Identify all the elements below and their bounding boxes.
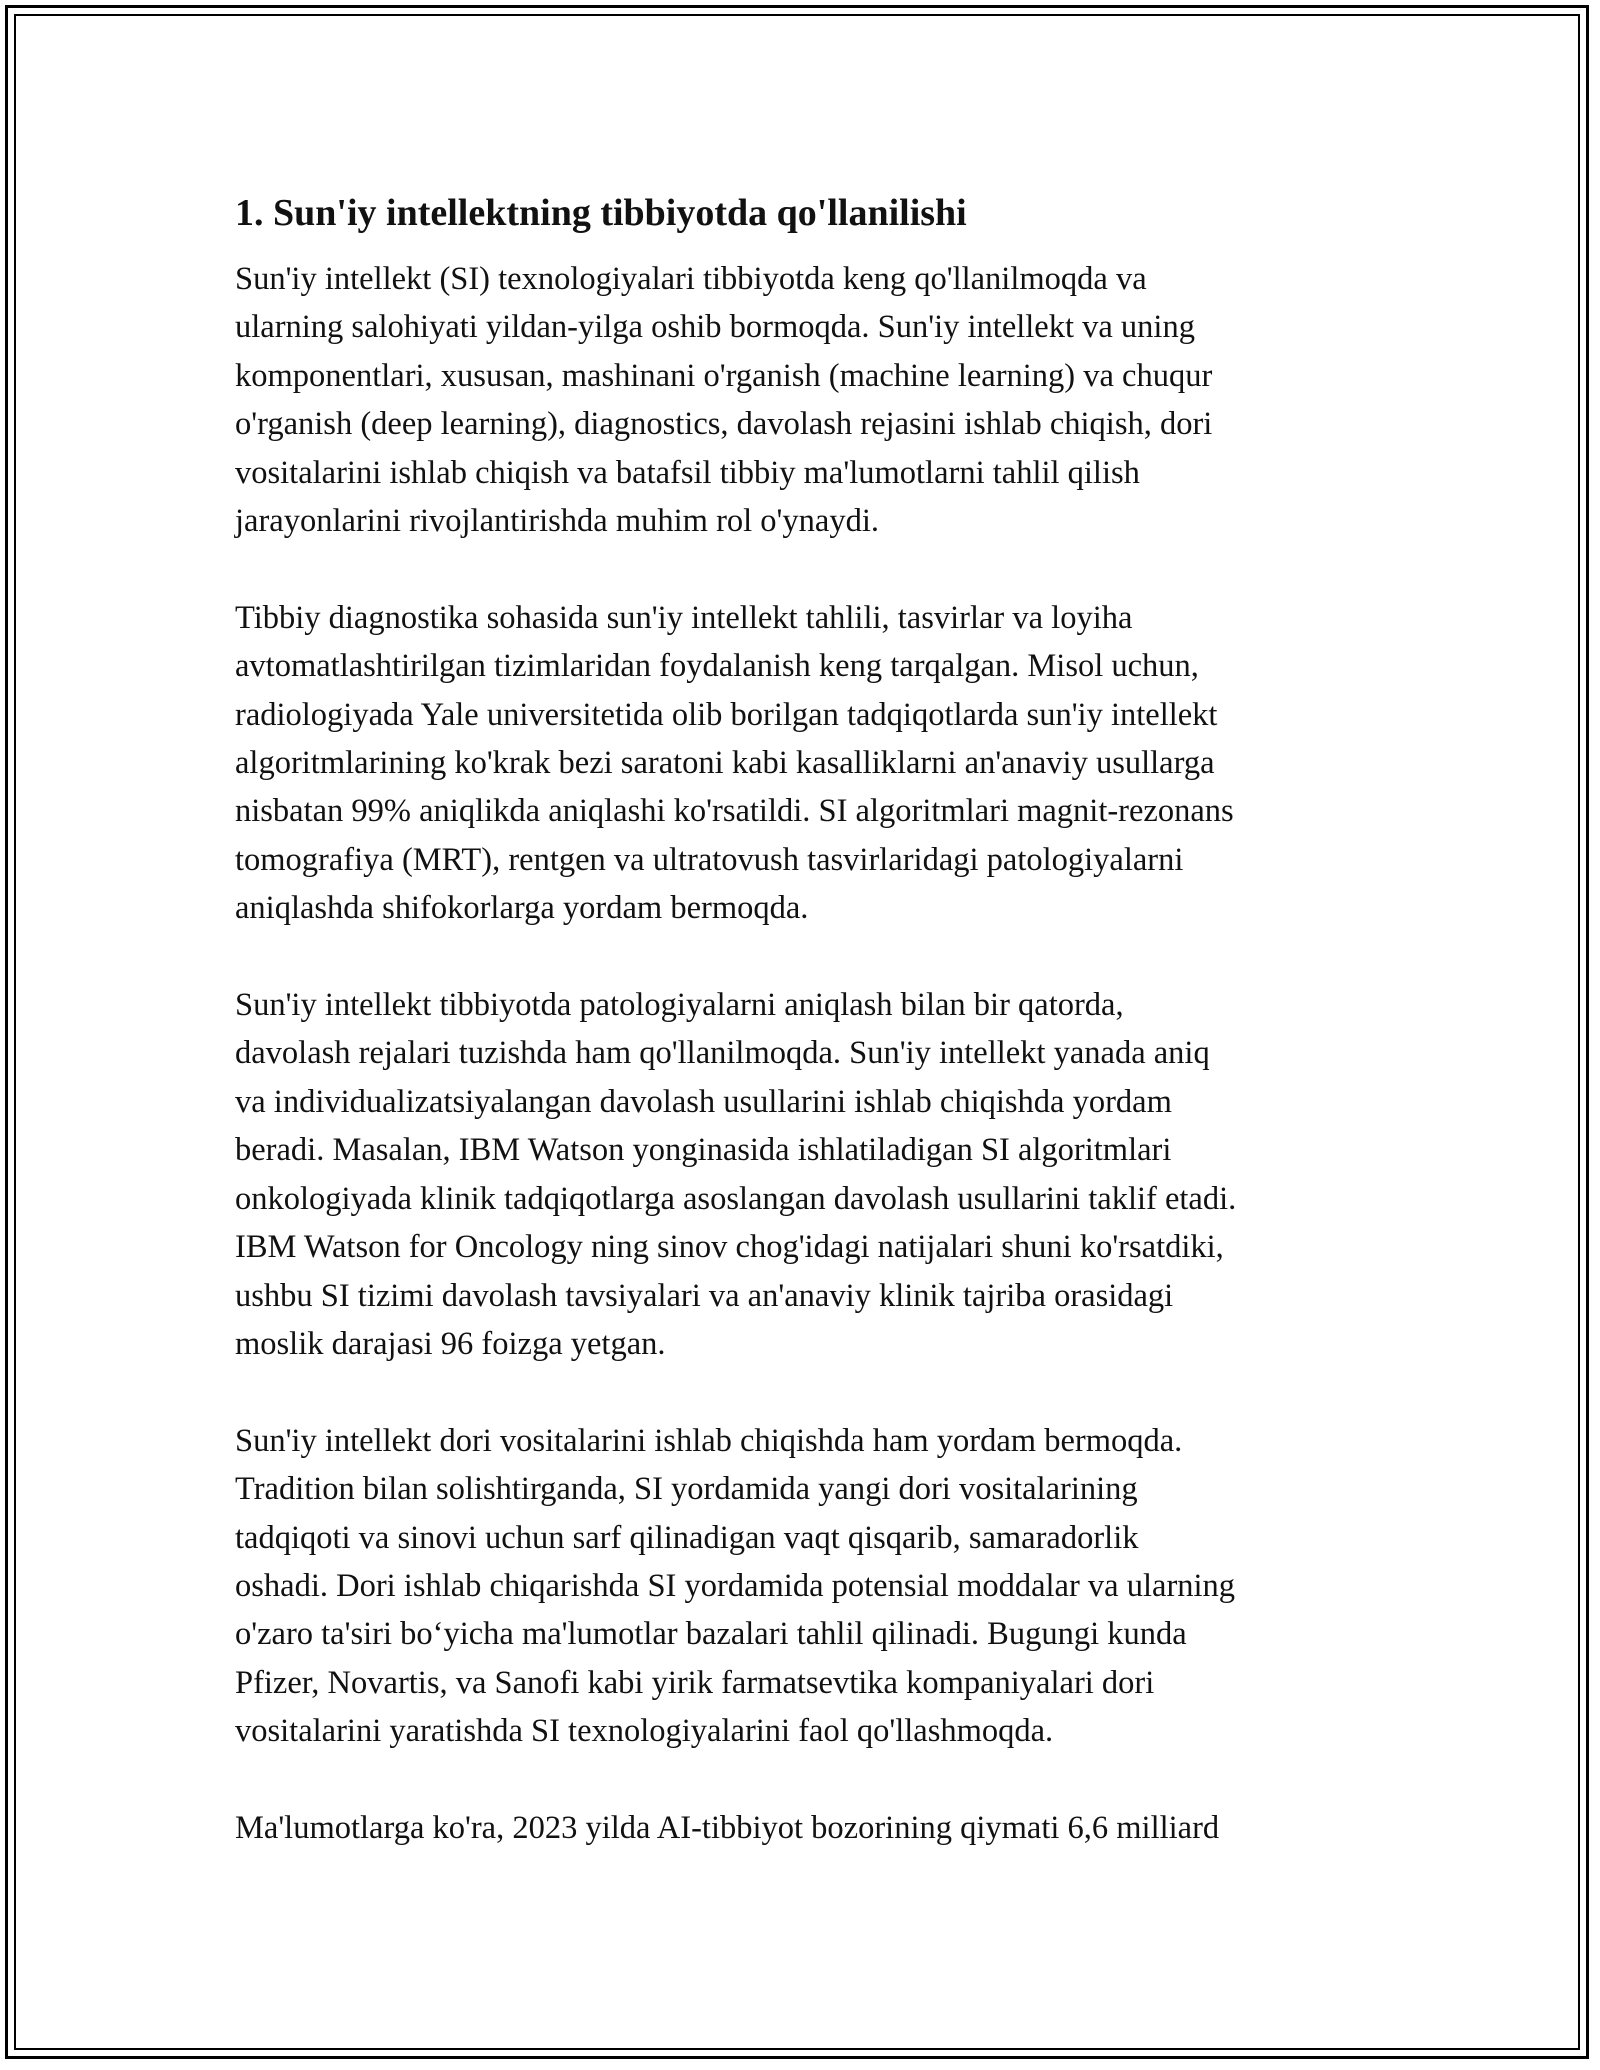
paragraph-line: Sun'iy intellekt (SI) texnologiyalari tibbiyotda keng qo'llanilmoqda va <box>235 261 1147 297</box>
paragraph-line: radiologiyada Yale universitetida olib borilgan tadqiqotlarda sun'iy intellekt <box>235 696 1218 733</box>
paragraph-line: IBM Watson for Oncology ning sinov chog'idagi natijalari shuni ko'rsatdiki, <box>235 1229 1224 1266</box>
paragraph-line: ularning salohiyati yildan-yilga oshib bormoqda. Sun'iy intellekt va uning <box>235 309 1195 346</box>
paragraph-list <box>235 255 1385 1852</box>
paragraph <box>235 981 1385 1368</box>
paragraph-line: nisbatan 99% aniqlikda aniqlashi ko'rsatildi. SI algoritmlari magnit-rezonans <box>235 793 1234 830</box>
paragraph <box>235 255 1385 545</box>
paragraph-line: vositalarini ishlab chiqish va batafsil tibbiy ma'lumotlarni tahlil qilish <box>235 454 1140 491</box>
paragraph-line: onkologiyada klinik tadqiqotlarga asoslangan davolash usullarini taklif etadi. <box>235 1180 1237 1217</box>
paragraph-line: komponentlari, xususan, mashinani o'rganish (machine learning) va chuqur <box>235 357 1213 394</box>
paragraph <box>235 1417 1385 1756</box>
paragraph-line: oshadi. Dori ishlab chiqarishda SI yordamida potensial moddalar va ularning <box>235 1567 1236 1604</box>
paragraph-line: Ma'lumotlarga ko'ra, 2023 yilda AI-tibbiyot bozorining qiymati 6,6 milliard <box>235 1809 1220 1846</box>
paragraph-line: va individualizatsiyalangan davolash usullarini ishlab chiqishda yordam <box>235 1083 1172 1120</box>
paragraph-line: beradi. Masalan, IBM Watson yonginasida ishlatiladigan SI algoritmlari <box>235 1132 1172 1169</box>
paragraph-line: davolash rejalari tuzishda ham qo'llanilmoqda. Sun'iy intellekt yanada aniq <box>235 1035 1210 1072</box>
paragraph-line: moslik darajasi 96 foizga yetgan. <box>235 1325 666 1362</box>
section-heading: 1. Sun'iy intellektning tibbiyotda qo'llanilishi <box>235 192 967 234</box>
document-content <box>235 185 1385 1901</box>
paragraph-line: Pfizer, Novartis, va Sanofi kabi yirik farmatsevtika kompaniyalari dori <box>235 1664 1155 1701</box>
paragraph-line: Sun'iy intellekt tibbiyotda patologiyalarni aniqlash bilan bir qatorda, <box>235 987 1124 1024</box>
paragraph-line: Tibbiy diagnostika sohasida sun'iy intellekt tahlili, tasvirlar va loyiha <box>235 599 1133 636</box>
paragraph-line: jarayonlarini rivojlantirishda muhim rol o'ynaydi. <box>235 503 879 540</box>
paragraph-line: o'zaro ta'siri bo‘yicha ma'lumotlar bazalari tahlil qilinadi. Bugungi kunda <box>235 1616 1187 1653</box>
paragraph-line: aniqlashda shifokorlarga yordam bermoqda. <box>235 890 809 927</box>
paragraph-line: o'rganish (deep learning), diagnostics, davolash rejasini ishlab chiqish, dori <box>235 406 1213 443</box>
paragraph-line: vositalarini yaratishda SI texnologiyalarini faol qo'llashmoqda. <box>235 1713 1054 1750</box>
paragraph-line: tomografiya (MRT), rentgen va ultratovush tasvirlaridagi patologiyalarni <box>235 841 1184 878</box>
paragraph <box>235 1804 1385 1852</box>
paragraph-line: tadqiqoti va sinovi uchun sarf qilinadigan vaqt qisqarib, samaradorlik <box>235 1519 1139 1556</box>
paragraph-line: Sun'iy intellekt dori vositalarini ishlab chiqishda ham yordam bermoqda. <box>235 1422 1183 1459</box>
paragraph-line: Tradition bilan solishtirganda, SI yordamida yangi dori vositalarining <box>235 1471 1138 1508</box>
paragraph <box>235 594 1385 933</box>
paragraph-line: ushbu SI tizimi davolash tavsiyalari va an'anaviy klinik tajriba orasidagi <box>235 1277 1174 1314</box>
paragraph-line: algoritmlarining ko'krak bezi saratoni kabi kasalliklarni an'anaviy usullarga <box>235 745 1215 782</box>
paragraph-line: avtomatlashtirilgan tizimlaridan foydalanish keng tarqalgan. Misol uchun, <box>235 648 1199 685</box>
